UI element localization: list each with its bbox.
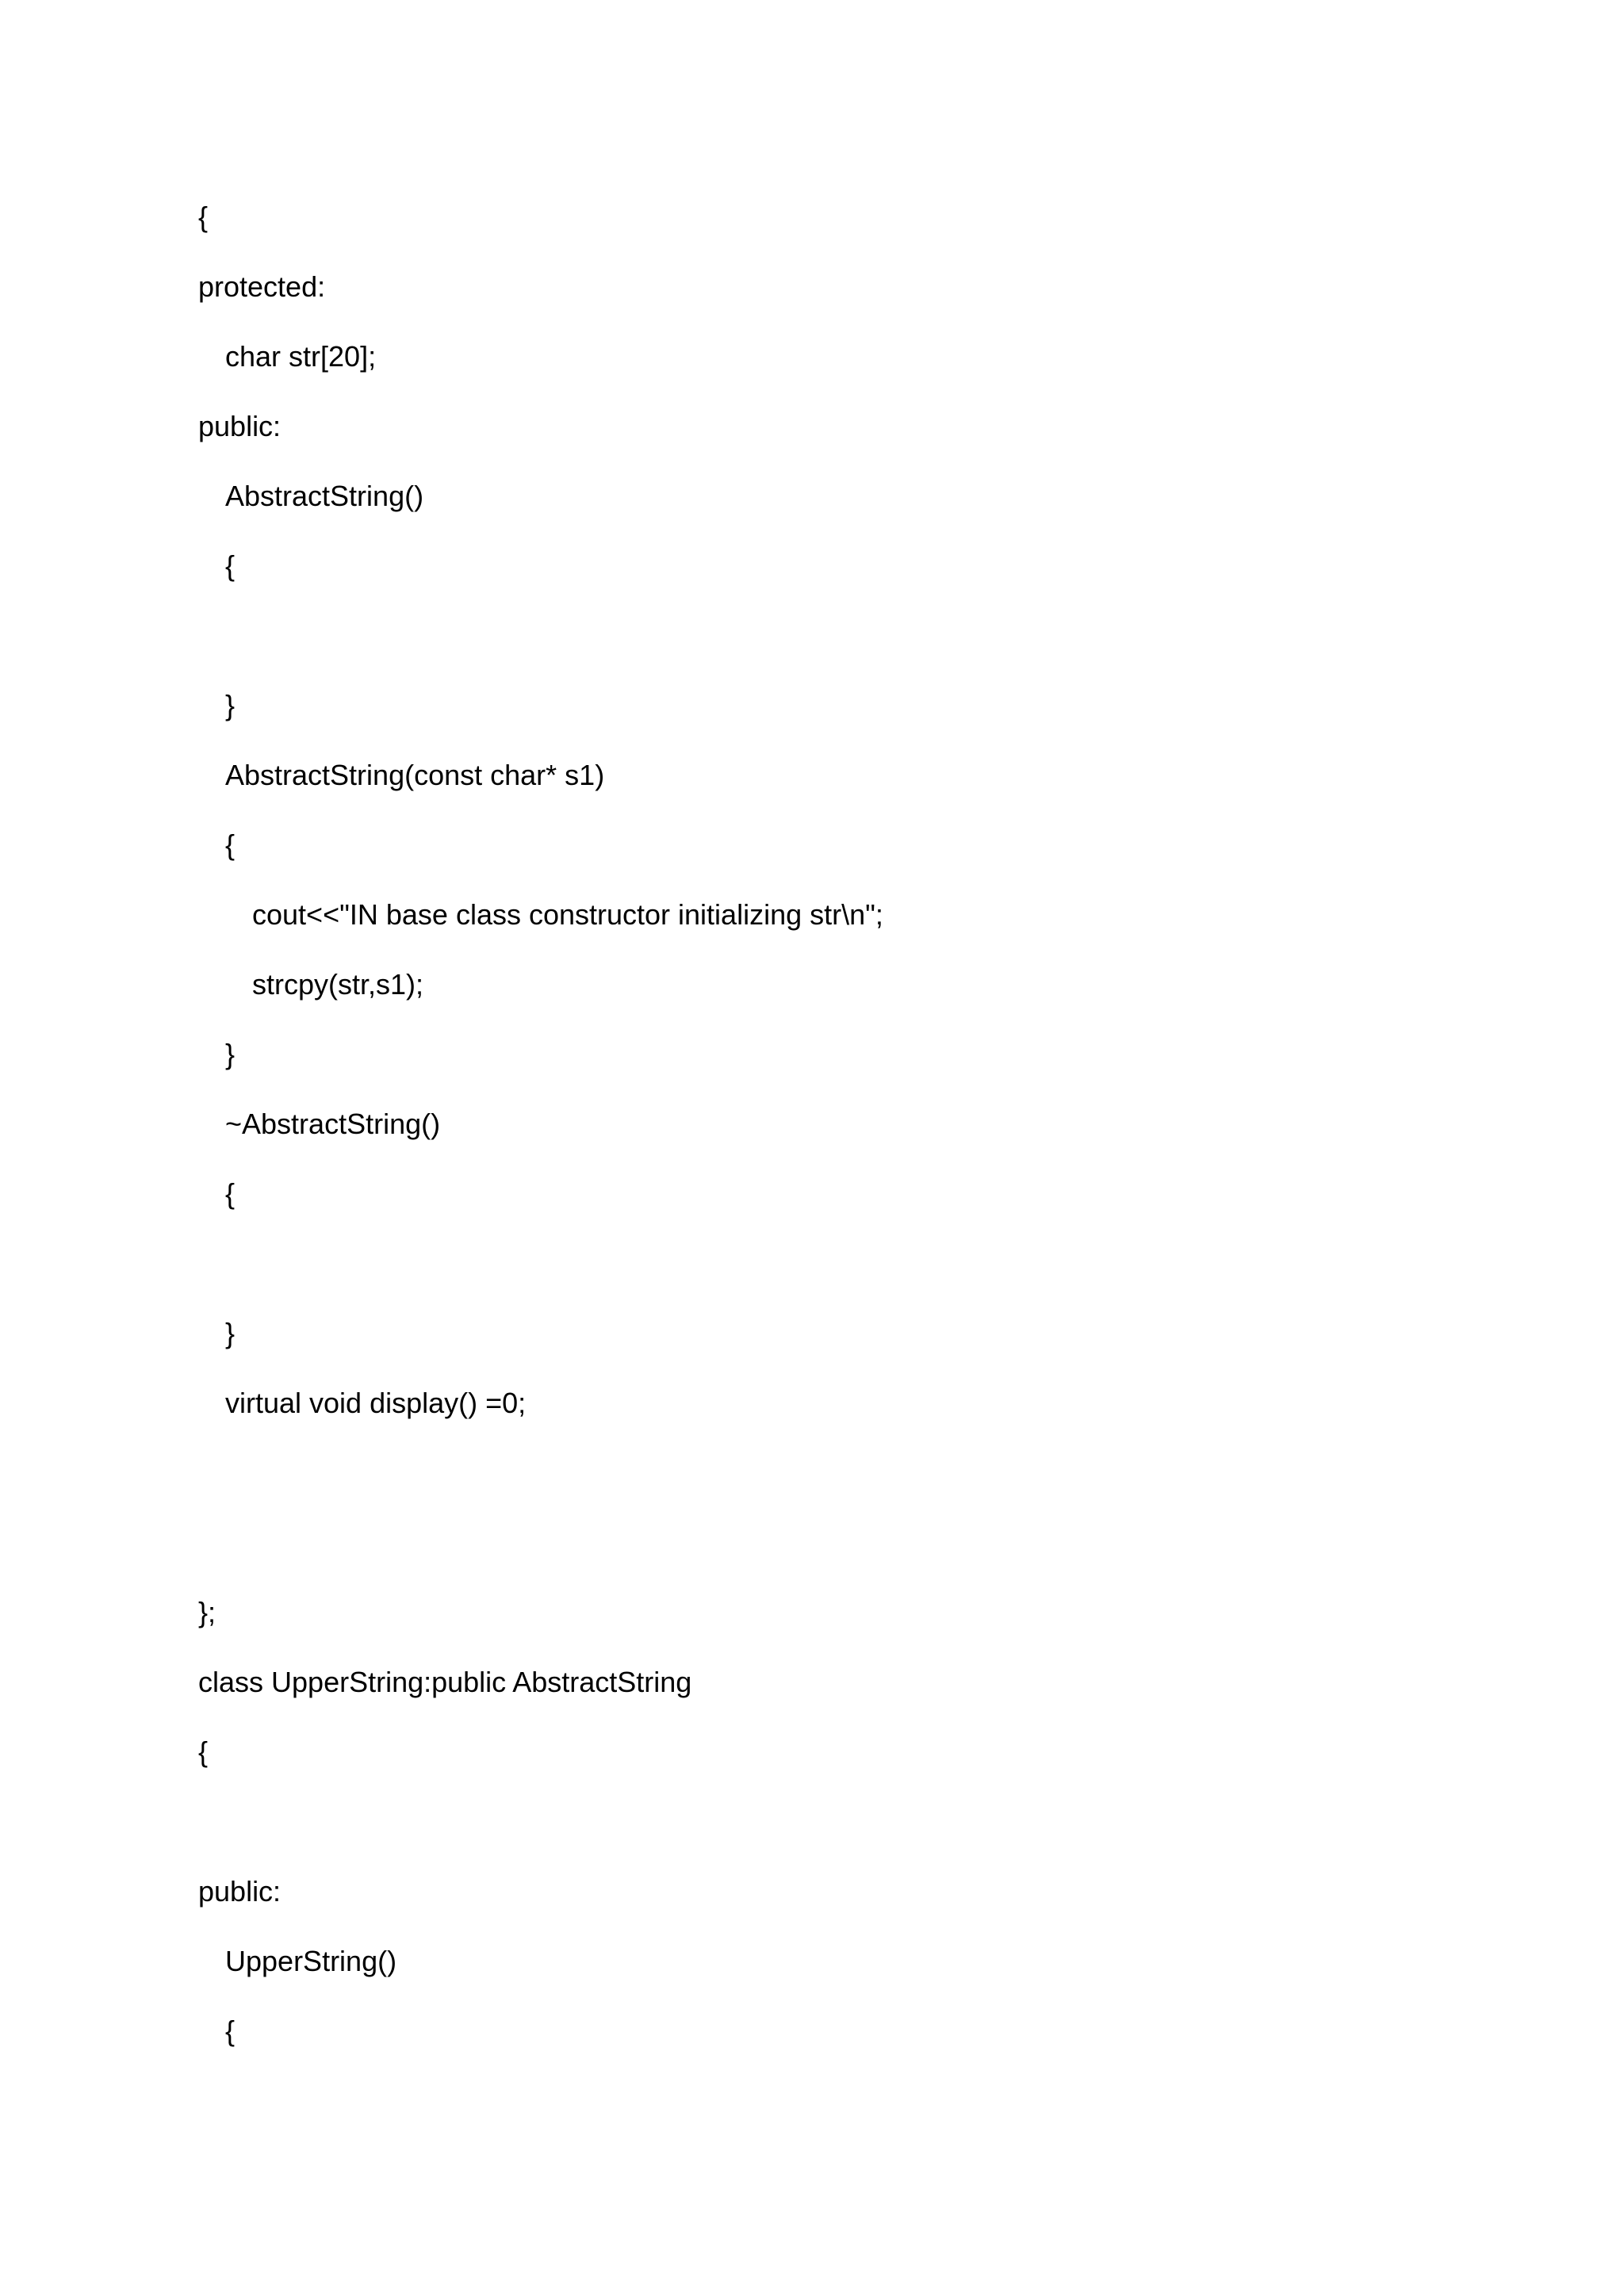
code-line-strcpy: strcpy(str,s1); bbox=[252, 968, 424, 1001]
code-line-close-brace: } bbox=[225, 1317, 236, 1349]
code-line-close-brace: } bbox=[225, 689, 236, 721]
code-line-destructor: ~AbstractString() bbox=[225, 1108, 441, 1140]
code-line-open-brace: { bbox=[225, 1177, 236, 1210]
code-line-class-upperstring: class UpperString:public AbstractString bbox=[198, 1666, 692, 1698]
code-line-open-brace: { bbox=[225, 2015, 236, 2047]
code-line-virtual-display: virtual void display() =0; bbox=[225, 1387, 527, 1419]
code-line-default-constructor: AbstractString() bbox=[225, 480, 424, 512]
code-line-public: public: bbox=[198, 410, 282, 442]
code-line-cout: cout<<"IN base class constructor initializing str\n"; bbox=[252, 898, 883, 931]
code-line-char-str: char str[20]; bbox=[225, 340, 377, 373]
code-line-param-constructor: AbstractString(const char* s1) bbox=[225, 759, 605, 791]
code-line-class-end: }; bbox=[198, 1596, 216, 1628]
code-line-open-brace: { bbox=[198, 201, 209, 233]
code-line-close-brace: } bbox=[225, 1038, 236, 1070]
code-line-protected: protected: bbox=[198, 270, 326, 303]
code-line-public: public: bbox=[198, 1875, 282, 1908]
code-line-open-brace: { bbox=[225, 549, 236, 582]
code-line-open-brace: { bbox=[198, 1735, 209, 1768]
code-line-open-brace: { bbox=[225, 828, 236, 861]
code-line-upperstring-constructor: UpperString() bbox=[225, 1945, 397, 1977]
